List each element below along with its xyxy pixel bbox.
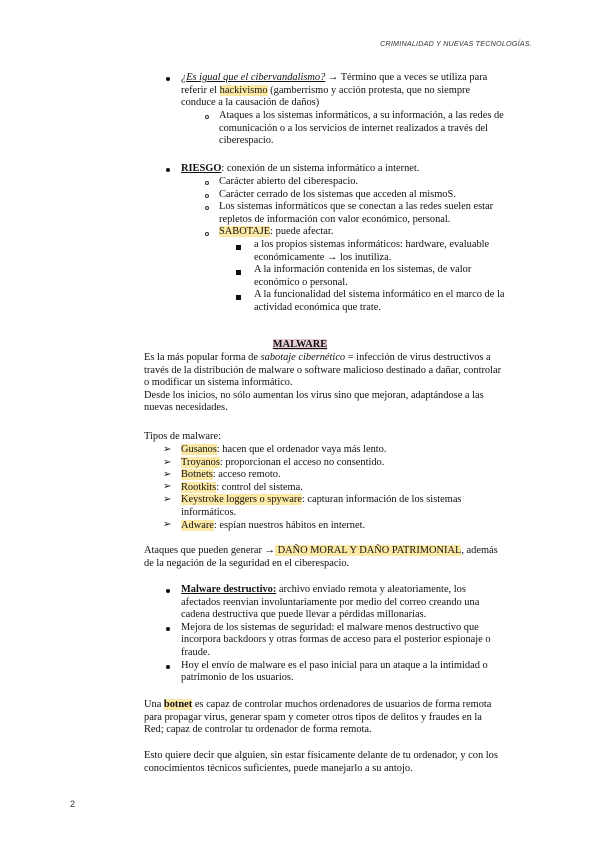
riesgo-label: RIESGO <box>181 163 222 174</box>
malware-type-name: Gusanos <box>181 444 217 455</box>
malware-type-name: Adware <box>181 519 214 531</box>
botnet-highlight: botnet <box>163 699 193 710</box>
text: : hacen que el ordenador vaya más lento. <box>216 444 387 455</box>
malware-destructivo-label: Malware destructivo: <box>181 584 277 595</box>
text: comunicación o a los servicios de internet realizados a través del <box>219 122 488 134</box>
bullet-square-icon <box>236 245 241 250</box>
text: Red; capaz de controlar tu ordenador de forma remota. <box>144 724 372 736</box>
text: = infección de virus destructivos a <box>345 352 491 363</box>
text: través de la distribución de malware o software malicioso destinado a dañar, controlar <box>144 364 502 376</box>
riesgo-subitems <box>219 176 549 239</box>
text: A la funcionalidad del sistema informático en el marco de la <box>254 289 505 301</box>
list-item <box>181 457 541 470</box>
tipos-list <box>181 444 541 532</box>
malware-intro <box>144 352 544 415</box>
text: archivo enviado remota y aleatoriamente, los <box>276 584 466 595</box>
arrow-bullet-icon: ➢ <box>163 494 172 505</box>
malware-type-name: Botnets <box>181 469 213 481</box>
bullet-disc-icon <box>166 665 170 669</box>
text: Esto quiere decir que alguien, sin estar físicamente delante de tu ordenador, y con los <box>144 750 498 761</box>
text: A la información contenida en los sistemas, de valor <box>254 264 472 276</box>
text: Una <box>144 699 164 710</box>
text: nuevas necesidades. <box>144 402 228 414</box>
text: : control del sistema. <box>216 481 303 493</box>
botnet-paragraph <box>144 699 544 737</box>
malware-type-name: Keystroke loggers o spyware <box>181 494 302 506</box>
malware-bullets <box>181 584 541 685</box>
text: : espían nuestros hábitos en internet. <box>213 519 366 531</box>
list-item <box>181 469 541 482</box>
text: : puede afectar. <box>270 226 334 238</box>
text: a los propios sistemas informáticos: hardware, evaluable <box>254 239 490 250</box>
bullet-disc-icon <box>166 589 170 593</box>
text: , además <box>461 545 498 556</box>
text: cadena destructiva que puede llevar a pérdidas millonarias. <box>181 609 427 621</box>
text: Término que a veces se utiliza para <box>338 72 488 83</box>
page-number: 2 <box>70 799 76 809</box>
section-title <box>0 339 600 352</box>
bullet-disc-icon <box>166 627 170 631</box>
sabotaje-highlight: SABOTAJE <box>219 226 271 238</box>
text: Los sistemas informáticos que se conectan a las redes suelen estar <box>219 201 494 213</box>
running-header: CRIMINALIDAD Y NUEVAS TECNOLOGÍAS. <box>380 39 532 48</box>
bullet-circle-icon <box>205 194 209 198</box>
malware-type-name: Troyanos <box>181 456 220 468</box>
text: afectados reenvían involuntariamente por medio del correo creando una <box>181 596 480 608</box>
text: Ataques a los sistemas informáticos, a su información, a las redes de <box>219 110 504 121</box>
malware-type-name: Rootkits <box>181 481 217 493</box>
text: Ataques que pueden generar <box>144 545 265 556</box>
text: : conexión de un sistema informático a internet. <box>221 163 420 174</box>
final-paragraph <box>144 750 544 775</box>
bullet-circle-icon <box>205 232 209 236</box>
text: conocimientos técnicos suficientes, puede manejarlo a su antojo. <box>144 762 413 774</box>
cibervandalismo-item <box>181 72 541 110</box>
text: Carácter abierto del ciberespacio. <box>219 176 359 187</box>
arrow-bullet-icon: ➢ <box>163 469 172 480</box>
arrow-bullet-icon: ➢ <box>163 481 172 492</box>
bullet-circle-icon <box>205 115 209 119</box>
text: Desde los inicios, no sólo aumentan los virus sino que mejoran, adaptándose a las <box>144 389 484 401</box>
text: Es la más popular forma de <box>144 352 261 363</box>
arrow-bullet-icon: ➢ <box>163 444 172 455</box>
text: para propagar virus, generar spam y cometer otros tipos de delitos y fraudes en la <box>144 711 482 723</box>
text: conduce a la causación de daños) <box>181 97 320 109</box>
text: (gamberrismo y acción protesta, que no siempre <box>267 84 471 96</box>
text: : capturan información de los sistemas <box>301 494 462 506</box>
list-item <box>181 494 541 507</box>
list-item <box>181 444 541 457</box>
text: económicamente → los inutiliza. <box>254 251 392 263</box>
text: Hoy el envío de malware es el paso inicial para un ataque a la intimidad o <box>181 659 488 671</box>
arrow-bullet-icon: ➢ <box>163 457 172 468</box>
dano-highlight: DAÑO MORAL Y DAÑO PATRIMONIAL <box>274 545 462 556</box>
list-item <box>181 482 541 495</box>
arrow-icon: → <box>327 72 339 83</box>
text: Carácter cerrado de los sistemas que acceden al mismoS. <box>219 188 456 200</box>
list-item <box>181 520 541 533</box>
hackivismo-highlight: hackivismo <box>219 84 268 96</box>
ataques-paragraph <box>144 545 544 570</box>
bullet-circle-icon <box>205 181 209 185</box>
text: económico o personal. <box>254 276 348 288</box>
text: : acceso remoto. <box>212 469 281 481</box>
sabotaje-items <box>254 239 544 315</box>
text: referir el <box>181 84 220 96</box>
bullet-square-icon <box>236 295 241 300</box>
bullet-disc-icon <box>166 168 170 172</box>
text: fraude. <box>181 646 211 658</box>
riesgo-item <box>181 163 541 176</box>
arrow-icon: → <box>264 545 275 556</box>
cibervandalismo-subitem <box>219 110 549 148</box>
malware-title: MALWARE <box>272 339 328 350</box>
tipos-title: Tipos de malware: <box>144 431 221 442</box>
text: Mejora de los sistemas de seguridad: el malware menos destructivo que <box>181 621 479 633</box>
text: informáticos. <box>181 506 237 518</box>
text: o modificar un sistema informático. <box>144 377 293 389</box>
question-text: ¿Es igual que el cibervandalismo? <box>181 72 326 83</box>
text: : proporcionan el acceso no consentido. <box>219 456 385 468</box>
text: es capaz de controlar muchos ordenadores de usuarios de forma remota <box>192 699 492 710</box>
arrow-bullet-icon: ➢ <box>163 519 172 530</box>
bullet-disc-icon <box>166 77 170 81</box>
text: patrimonio de los usuarios. <box>181 672 294 684</box>
text: repletos de información con valor económico, personal. <box>219 213 451 225</box>
text: ciberespacio. <box>219 135 274 147</box>
text: incorpora backdoors y otras formas de acceso para el posterior espionaje o <box>181 634 491 646</box>
bullet-square-icon <box>236 270 241 275</box>
text: actividad económica que trate. <box>254 301 381 313</box>
text: de la negación de la seguridad en el ciberespacio. <box>144 557 350 569</box>
bullet-circle-icon <box>205 206 209 210</box>
text: sabotaje cibernético <box>260 352 346 363</box>
